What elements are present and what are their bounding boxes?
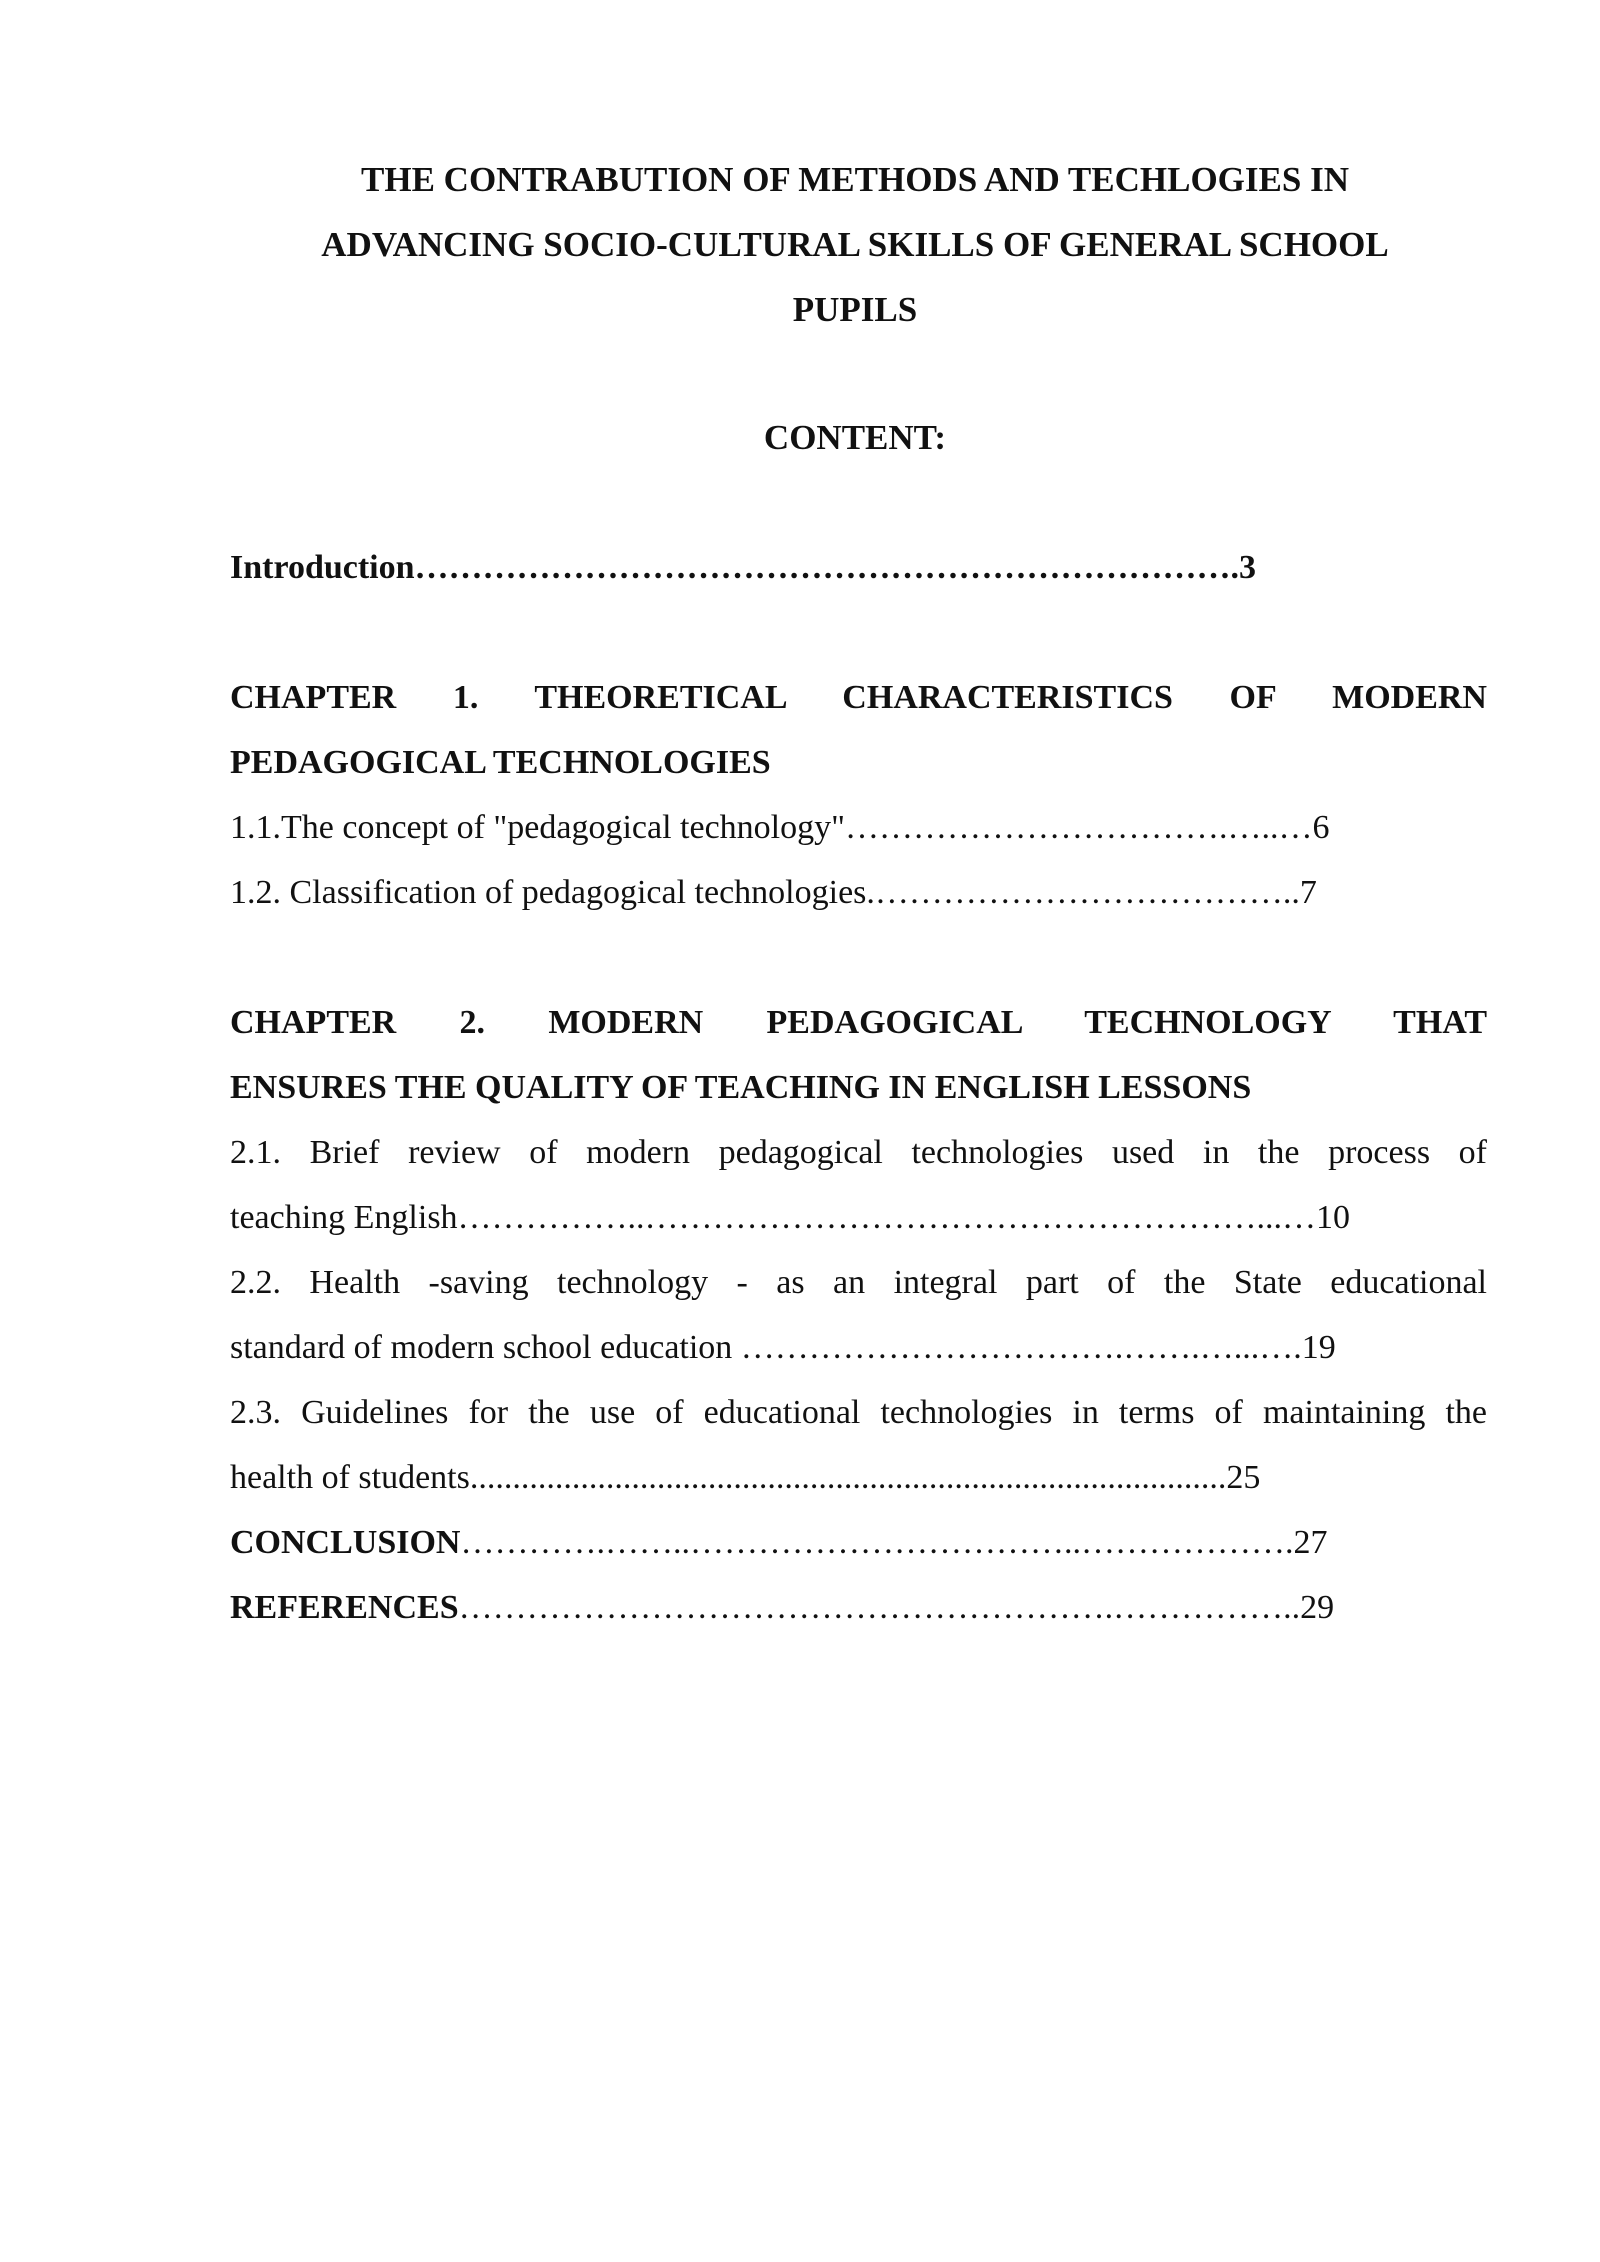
toc-chapter-2-line-2: ENSURES THE QUALITY OF TEACHING IN ENGLISH LESSONS: [230, 1069, 1252, 1106]
title-line-3: PUPILS: [792, 290, 918, 329]
toc-chapter-2-line-1: CHAPTER 2. MODERN PEDAGOGICAL TECHNOLOGY THAT: [230, 1004, 1487, 1041]
toc-conclusion-label: CONCLUSION: [230, 1524, 461, 1561]
toc-item-2-1-line-1: 2.1. Brief review of modern pedagogical technologies used in the process of: [230, 1134, 1487, 1171]
title-line-1: THE CONTRABUTION OF METHODS AND TECHLOGIES IN: [361, 160, 1349, 199]
toc-references: [230, 1575, 1487, 1640]
title-line-2: ADVANCING SOCIO-CULTURAL SKILLS OF GENERAL SCHOOL: [321, 225, 1389, 264]
toc-conclusion: [230, 1510, 1487, 1575]
toc-references-leader: ………………………………………………….……………..29: [458, 1589, 1335, 1626]
toc-item-2-2-line-2: standard of modern school education …………………………….…….…...….19: [230, 1329, 1336, 1366]
toc-introduction: Introduction……………………………………………………………….3: [230, 549, 1257, 586]
toc-item-1-1: 1.1.The concept of "pedagogical technology"…………………………….…..…6: [230, 809, 1330, 846]
toc-item-2-3-line-2: health of students.........................................................................................25: [230, 1459, 1261, 1496]
toc-chapter-1-line-1: CHAPTER 1. THEORETICAL CHARACTERISTICS OF MODERN: [230, 679, 1487, 716]
toc-item-2-3-line-1: 2.3. Guidelines for the use of educational technologies in terms of maintaining the: [230, 1394, 1487, 1431]
document-title: [230, 147, 1480, 342]
toc-references-label: REFERENCES: [230, 1589, 459, 1626]
toc-item-2-1-line-2: teaching English……………..………………………………………………...…10: [230, 1199, 1351, 1236]
toc-item-2-2-line-1: 2.2. Health -saving technology - as an integral part of the State educational: [230, 1264, 1487, 1301]
toc-chapter-1-line-2: PEDAGOGICAL TECHNOLOGIES: [230, 744, 771, 781]
toc-item-1-2: 1.2. Classification of pedagogical technologies.………………………………..7: [230, 874, 1317, 911]
content-heading: CONTENT:: [763, 418, 947, 457]
toc-conclusion-leader: ………….……..……………………………..……………….27: [460, 1524, 1328, 1561]
